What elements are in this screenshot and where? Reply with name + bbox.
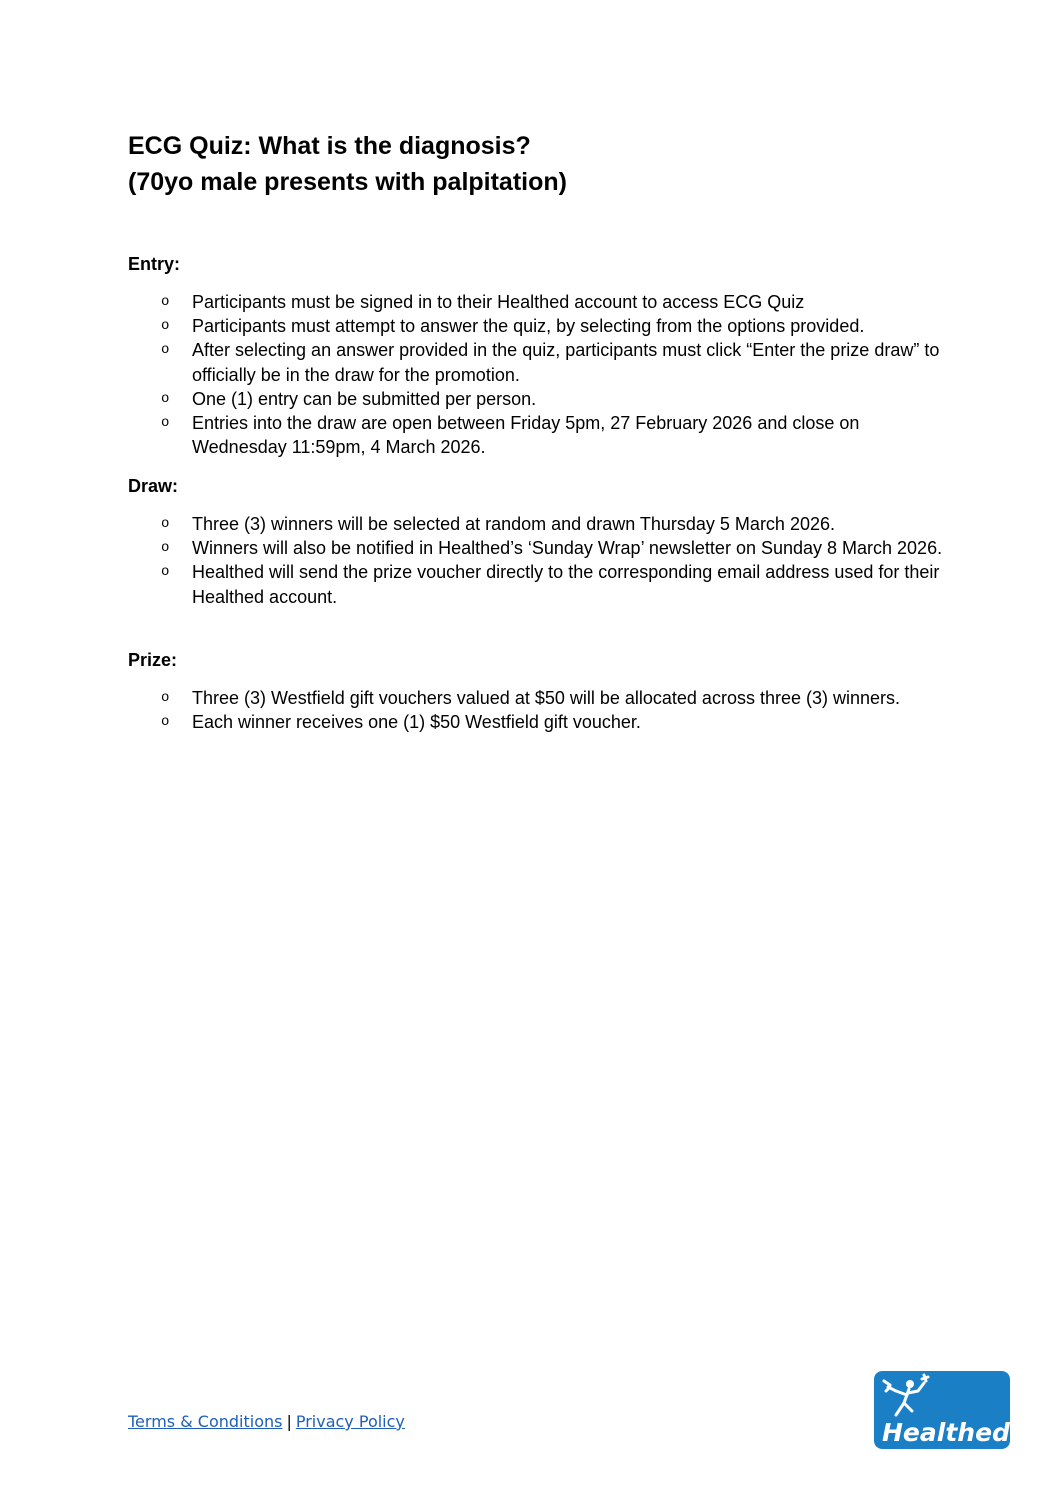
entry-heading: Entry:: [128, 254, 181, 274]
list-item-text: Winners will also be notified in Healthed’s ‘Sunday Wrap’ newsletter on Sunday 8 March 2026.: [192, 538, 943, 559]
footer-links: [128, 1410, 405, 1434]
prize-heading: Prize:: [128, 650, 178, 670]
list-item: [128, 411, 948, 459]
list-item: [128, 686, 948, 710]
list-item: [128, 710, 948, 734]
bullet-icon: o: [161, 690, 170, 706]
list-item-text: Participants must be signed in to their Healthed account to access ECG Quiz: [192, 292, 805, 312]
list-item: [128, 338, 948, 386]
list-item: [128, 290, 948, 314]
logo-text: Healthed: [882, 1418, 1010, 1447]
bullet-icon: o: [161, 516, 170, 532]
list-item-text: Each winner receives one (1) $50 Westfield gift voucher.: [192, 712, 641, 733]
prize-list: [128, 686, 948, 734]
healthed-logo-graphic: [874, 1371, 1010, 1449]
page-title-line-2: (70yo male presents with palpitation): [128, 168, 567, 196]
list-item: [128, 387, 948, 411]
list-item-text: Entries into the draw are open between Friday 5pm, 27 February 2026 and close on Wednesday 11:59pm, 4 March 2026.: [192, 413, 860, 458]
list-item-text: Healthed will send the prize voucher directly to the corresponding email address used for their Healthed account.: [192, 562, 940, 607]
list-item: [128, 560, 948, 608]
terms-link[interactable]: Terms & Conditions: [128, 1412, 283, 1431]
list-item: [128, 314, 948, 338]
bullet-icon: o: [161, 294, 170, 310]
draw-heading: Draw:: [128, 476, 179, 496]
footer-separator: |: [286, 1412, 292, 1431]
bullet-icon: o: [161, 415, 170, 432]
list-item-text: Three (3) Westfield gift vouchers valued at $50 will be allocated across three (3) winners.: [192, 688, 901, 708]
page-title: [128, 128, 567, 200]
page-title-line-1: ECG Quiz: What is the diagnosis?: [128, 132, 531, 160]
list-item-text: One (1) entry can be submitted per person.: [192, 388, 537, 409]
bullet-icon: o: [161, 714, 170, 731]
list-item-text: Three (3) winners will be selected at random and drawn Thursday 5 March 2026.: [192, 514, 835, 534]
list-item-text: After selecting an answer provided in the quiz, participants must click “Enter the prize draw” to officially be in the draw for the promotion.: [192, 340, 940, 385]
entry-list: [128, 290, 948, 459]
list-item-text: Participants must attempt to answer the quiz, by selecting from the options provided.: [192, 316, 865, 337]
draw-list: [128, 512, 948, 609]
bullet-icon: o: [161, 564, 170, 581]
bullet-icon: o: [161, 390, 170, 407]
bullet-icon: o: [161, 540, 170, 557]
privacy-link[interactable]: Privacy Policy: [295, 1412, 405, 1431]
bullet-icon: o: [161, 318, 170, 335]
list-item: [128, 512, 948, 536]
healthed-logo: [874, 1371, 1010, 1449]
bullet-icon: o: [161, 342, 170, 359]
list-item: [128, 536, 948, 560]
